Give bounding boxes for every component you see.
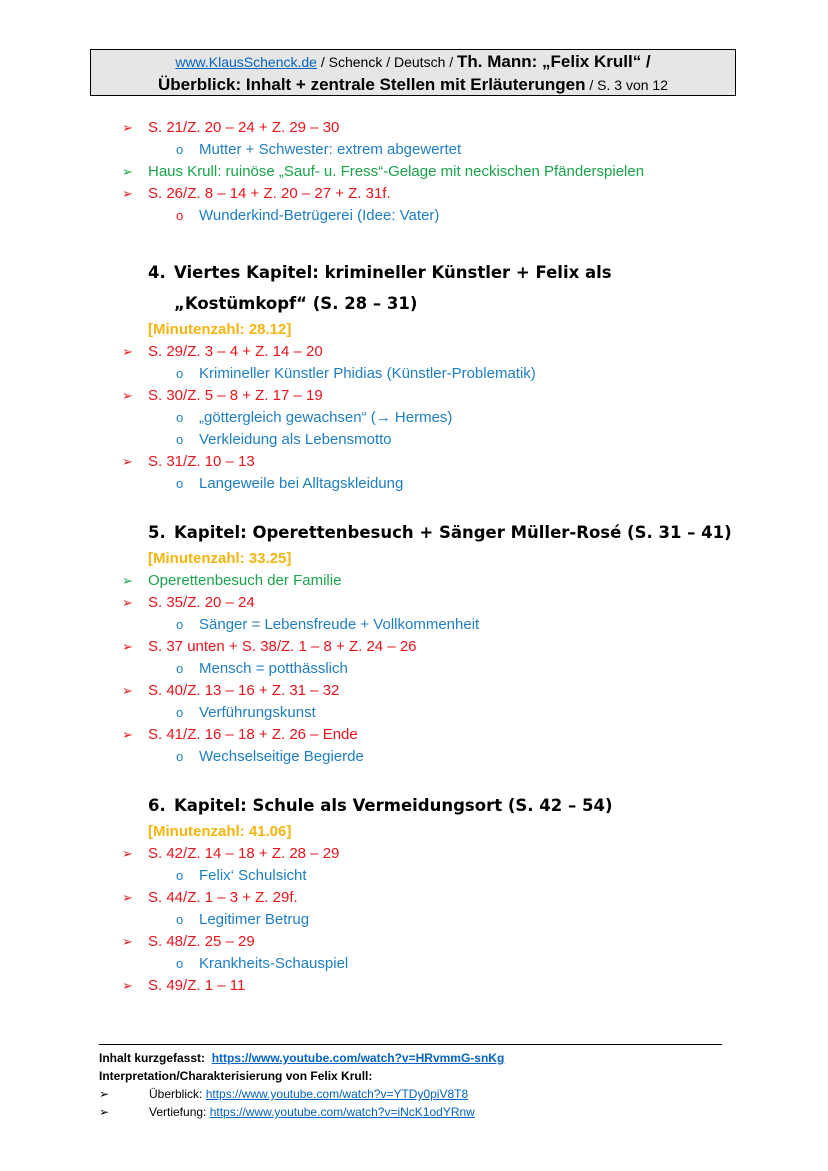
list-item: ➢ S. 48/Z. 25 – 29 [0,931,828,953]
circle-bullet-icon: o [176,476,184,491]
list-item: ➢ S. 26/Z. 8 – 14 + Z. 20 – 27 + Z. 31f. [0,183,828,205]
circle-bullet-icon: o [176,956,184,971]
list-item: ➢ S. 29/Z. 3 – 4 + Z. 14 – 20 [0,341,828,363]
header-page-number: / S. 3 von 12 [585,77,668,93]
list-item: o Legitimer Betrug [0,909,828,931]
list-item: ➢ Haus Krull: ruinöse „Sauf- u. Fress“-Gelage mit neckischen Pfänderspielen [0,161,828,183]
arrow-bullet-icon: ➢ [122,573,133,588]
footer-overview: ➢ Überblick: https://www.youtube.com/watch?v=YTDy0piV8T8 [99,1087,469,1101]
arrow-bullet-icon: ➢ [122,727,133,742]
document-header [90,49,736,96]
list-item: ➢ S. 42/Z. 14 – 18 + Z. 28 – 29 [0,843,828,865]
deep-dive-video-link[interactable]: https://www.youtube.com/watch?v=iNcK1odYRnw [209,1105,475,1119]
list-item: ➢ S. 41/Z. 16 – 18 + Z. 26 – Ende [0,724,828,746]
document-body [0,117,828,997]
list-item: ➢ S. 31/Z. 10 – 13 [0,451,828,473]
circle-bullet-icon: o [176,617,184,632]
overview-video-link[interactable]: https://www.youtube.com/watch?v=YTDy0piV8T8 [205,1087,469,1101]
circle-bullet-icon: o [176,142,184,157]
list-item: o Mutter + Schwester: extrem abgewertet [0,139,828,161]
header-line-2 [91,74,735,97]
arrow-bullet-icon: ➢ [99,1087,110,1101]
list-item: o Wunderkind-Betrügerei (Idee: Vater) [0,205,828,227]
arrow-bullet-icon: ➢ [122,639,133,654]
arrow-bullet-icon: ➢ [99,1105,110,1119]
footer-deep-dive: ➢ Vertiefung: https://www.youtube.com/watch?v=iNcK1odYRnw [99,1105,475,1119]
circle-bullet-icon: o [176,366,184,381]
list-item: ➢ S. 40/Z. 13 – 16 + Z. 31 – 32 [0,680,828,702]
list-item: ➢ S. 49/Z. 1 – 11 [0,975,828,997]
arrow-bullet-icon: ➢ [122,186,133,201]
list-item: o Krankheits-Schauspiel [0,953,828,975]
chapter-4-heading: 4. Viertes Kapitel: krimineller Künstler + Felix als [148,263,612,282]
list-item: ➢ S. 30/Z. 5 – 8 + Z. 17 – 19 [0,385,828,407]
circle-bullet-icon: o [176,432,184,447]
chapter-6-heading: 6. Kapitel: Schule als Vermeidungsort (S. 42 – 54) [148,796,613,815]
arrow-bullet-icon: ➢ [122,978,133,993]
minutes-label: [Minutenzahl: 28.12] [148,321,292,338]
arrow-bullet-icon: ➢ [122,683,133,698]
circle-bullet-icon: o [176,661,184,676]
header-title-line1: Th. Mann: „Felix Krull“ / [457,52,651,71]
arrow-bullet-icon: ➢ [122,890,133,905]
list-item: o „göttergleich gewachsen“ (→ Hermes) [0,407,828,429]
circle-bullet-icon: o [176,705,184,720]
footer-divider [99,1044,722,1045]
header-path: / Schenck / Deutsch / [316,54,458,70]
list-item: ➢ S. 37 unten + S. 38/Z. 1 – 8 + Z. 24 – 26 [0,636,828,658]
list-item: ➢ S. 35/Z. 20 – 24 [0,592,828,614]
footer [99,1049,504,1121]
list-item: o Verkleidung als Lebensmotto [0,429,828,451]
header-line-1 [91,51,735,74]
list-item: o Verführungskunst [0,702,828,724]
minutes-label: [Minutenzahl: 33.25] [148,550,292,567]
site-link[interactable]: www.KlausSchenck.de [175,54,317,70]
list-item: o Wechselseitige Begierde [0,746,828,768]
arrow-bullet-icon: ➢ [122,388,133,403]
chapter-4-heading-continued: „Kostümkopf“ (S. 28 – 31) [174,294,418,313]
arrow-bullet-icon: ➢ [122,344,133,359]
list-item: ➢ S. 21/Z. 20 – 24 + Z. 29 – 30 [0,117,828,139]
list-item: o Mensch = potthässlich [0,658,828,680]
arrow-bullet-icon: ➢ [122,120,133,135]
arrow-bullet-icon: ➢ [122,454,133,469]
circle-bullet-icon: o [176,208,184,223]
list-item: ➢ S. 44/Z. 1 – 3 + Z. 29f. [0,887,828,909]
footer-interpretation: Interpretation/Charakterisierung von Felix Krull: [99,1069,373,1083]
list-item: o Krimineller Künstler Phidias (Künstler-Problematik) [0,363,828,385]
circle-bullet-icon: o [176,868,184,883]
arrow-bullet-icon: ➢ [122,595,133,610]
circle-bullet-icon: o [176,912,184,927]
list-item: o Langeweile bei Alltagskleidung [0,473,828,495]
summary-video-link[interactable]: https://www.youtube.com/watch?v=HRvmmG-snKg [211,1051,505,1065]
list-item: ➢ Operettenbesuch der Familie [0,570,828,592]
circle-bullet-icon: o [176,749,184,764]
list-item: o Felix‘ Schulsicht [0,865,828,887]
arrow-bullet-icon: ➢ [122,846,133,861]
header-title-line2: Überblick: Inhalt + zentrale Stellen mit Erläuterungen [158,75,586,94]
footer-summary: Inhalt kurzgefasst: https://www.youtube.com/watch?v=HRvmmG-snKg [99,1051,505,1065]
arrow-bullet-icon: ➢ [122,934,133,949]
circle-bullet-icon: o [176,410,184,425]
arrow-bullet-icon: ➢ [122,164,133,179]
list-item: o Sänger = Lebensfreude + Vollkommenheit [0,614,828,636]
chapter-5-heading: 5. Kapitel: Operettenbesuch + Sänger Müller-Rosé (S. 31 – 41) [148,523,732,542]
minutes-label: [Minutenzahl: 41.06] [148,823,292,840]
